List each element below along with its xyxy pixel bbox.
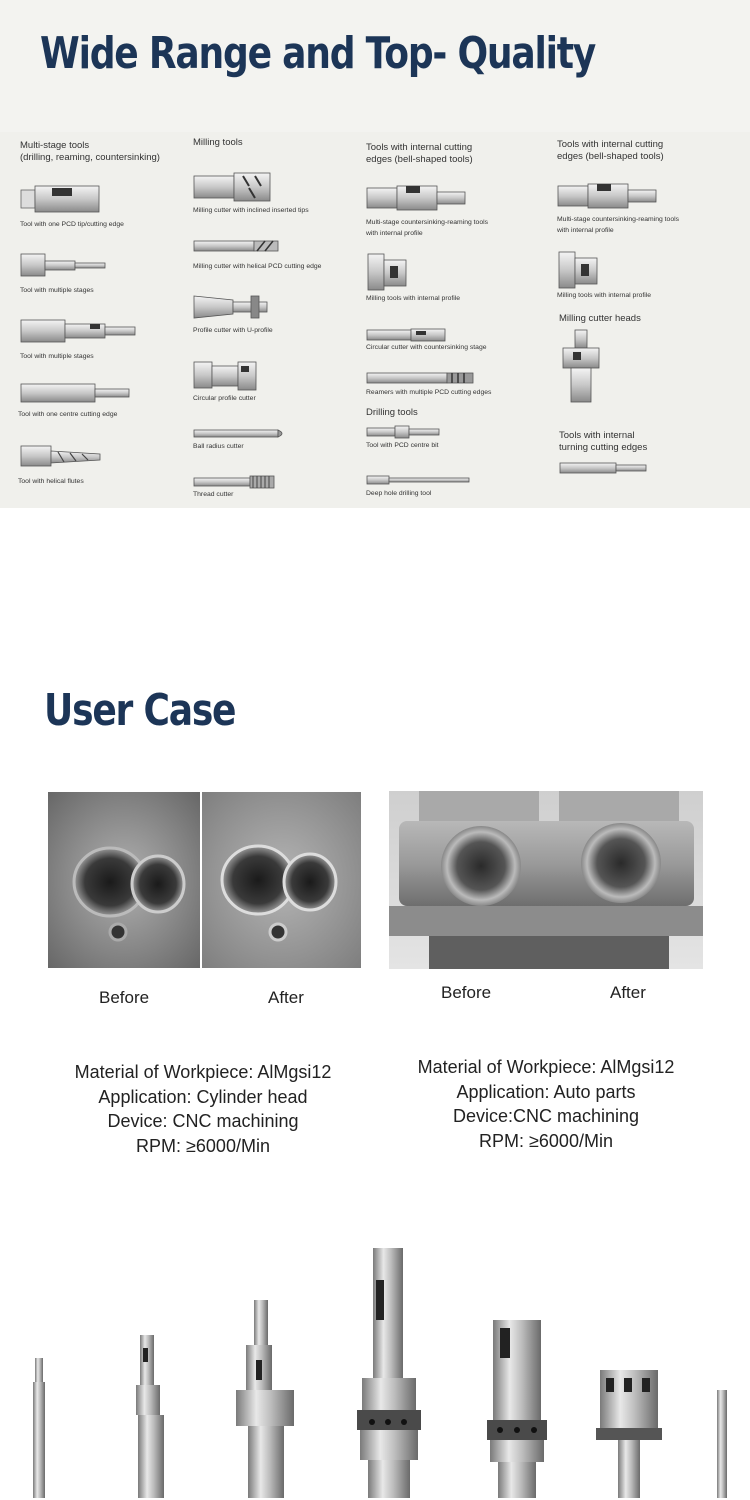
slim-reamer-icon xyxy=(717,1390,727,1498)
multi-pcd-reamer-icon xyxy=(366,371,474,385)
countersinking-reaming-tool-icon xyxy=(557,182,657,210)
product-range-section xyxy=(0,0,750,508)
caption: Multi-stage countersinking-reaming tools with internal profile xyxy=(557,216,680,234)
step-drill-icon xyxy=(136,1335,164,1498)
caption: Circular profile cutter xyxy=(193,395,256,402)
before-label: Before xyxy=(441,983,492,1002)
after-label: After xyxy=(610,983,646,1002)
caption: Thread cutter xyxy=(193,491,234,498)
countersinking-reaming-tool-icon xyxy=(366,184,466,212)
case1-specs xyxy=(38,1060,368,1158)
caption: Tool with one centre cutting edge xyxy=(18,411,118,418)
multi-stage-tool-icon xyxy=(20,318,136,346)
col3-heading: Tools with internal cutting edges (bell-shaped tools) xyxy=(366,142,473,165)
caption: Tool with multiple stages xyxy=(20,287,94,294)
u-profile-cutter-icon xyxy=(193,292,269,322)
col1-heading: Multi-stage tools (drilling, reaming, countersinking) xyxy=(20,140,160,163)
milling-cutter-head-icon xyxy=(559,328,603,404)
spec-material: Material of Workpiece: AlMgsi12 xyxy=(417,1057,675,1077)
centre-cutting-tool-icon xyxy=(20,382,130,406)
circular-profile-cutter-icon xyxy=(193,360,257,392)
tool-catalog xyxy=(0,132,750,508)
helical-flute-tool-icon xyxy=(20,444,102,470)
caption: Milling tools with internal profile xyxy=(557,292,652,299)
caption: Milling cutter with inclined inserted tips xyxy=(193,207,309,214)
spec-application: Application: Auto parts xyxy=(456,1081,636,1102)
spec-device: Device:CNC machining xyxy=(452,1106,640,1126)
col2-heading: Milling tools xyxy=(193,137,243,148)
caption: Reamers with multiple PCD cutting edges xyxy=(366,389,492,396)
spec-rpm: RPM: ≥6000/Min xyxy=(479,1130,613,1151)
pcd-tip-tool-icon xyxy=(20,184,102,216)
caption: Tool with one PCD tip/cutting edge xyxy=(20,221,124,228)
cylinder-head-photo xyxy=(48,792,361,968)
spec-device: Device: CNC machining xyxy=(107,1111,299,1131)
caption: Profile cutter with U-profile xyxy=(193,327,273,334)
caption: Milling tools with internal profile xyxy=(366,295,461,302)
spec-application: Application: Cylinder head xyxy=(98,1086,308,1107)
countersinking-circular-cutter-icon xyxy=(366,327,446,343)
milling-heads-heading: Milling cutter heads xyxy=(559,313,641,324)
internal-profile-mill-icon xyxy=(366,252,408,292)
auto-parts-photo xyxy=(389,791,703,969)
caption: Multi-stage countersinking-reaming tools with internal profile xyxy=(366,219,489,237)
caption: Tool with PCD centre bit xyxy=(366,442,439,449)
caption: Circular cutter with countersinking stage xyxy=(366,344,487,351)
milling-cutter-head-icon xyxy=(596,1370,662,1498)
bell-shaped-tool-icon xyxy=(487,1320,547,1498)
spec-material: Material of Workpiece: AlMgsi12 xyxy=(74,1062,332,1082)
caption: Milling cutter with helical PCD cutting edge xyxy=(193,263,322,270)
tool-lineup-photo xyxy=(0,1240,750,1500)
spec-rpm: RPM: ≥6000/Min xyxy=(136,1135,270,1156)
section-title: Wide Range and Top- Quality xyxy=(40,28,596,79)
hsk-milling-tool-icon xyxy=(357,1248,421,1498)
pcd-centre-bit-icon xyxy=(366,425,440,439)
inclined-tip-cutter-icon xyxy=(193,172,271,202)
turning-heading: Tools with internal turning cutting edges xyxy=(559,430,648,453)
internal-profile-mill-icon xyxy=(557,250,599,290)
drilling-heading: Drilling tools xyxy=(366,407,418,418)
multi-stage-tool-icon xyxy=(20,252,106,280)
thread-cutter-icon xyxy=(193,475,277,489)
ball-radius-cutter-icon xyxy=(193,428,287,440)
case2-specs xyxy=(381,1055,711,1153)
col4-heading: Tools with internal cutting edges (bell-shaped tools) xyxy=(557,139,664,162)
caption: Ball radius cutter xyxy=(193,443,244,450)
reamer-icon xyxy=(33,1358,45,1498)
deep-hole-drill-icon xyxy=(366,474,470,486)
user-case-title: User Case xyxy=(44,685,236,736)
caption: Tool with helical flutes xyxy=(18,478,84,485)
caption: Tool with multiple stages xyxy=(20,353,94,360)
helical-pcd-cutter-icon xyxy=(193,239,279,253)
before-label: Before xyxy=(99,988,150,1007)
internal-turning-tool-icon xyxy=(559,461,647,475)
profile-cutter-icon xyxy=(236,1300,294,1498)
after-label: After xyxy=(268,988,304,1007)
caption: Deep hole drilling tool xyxy=(366,490,432,497)
